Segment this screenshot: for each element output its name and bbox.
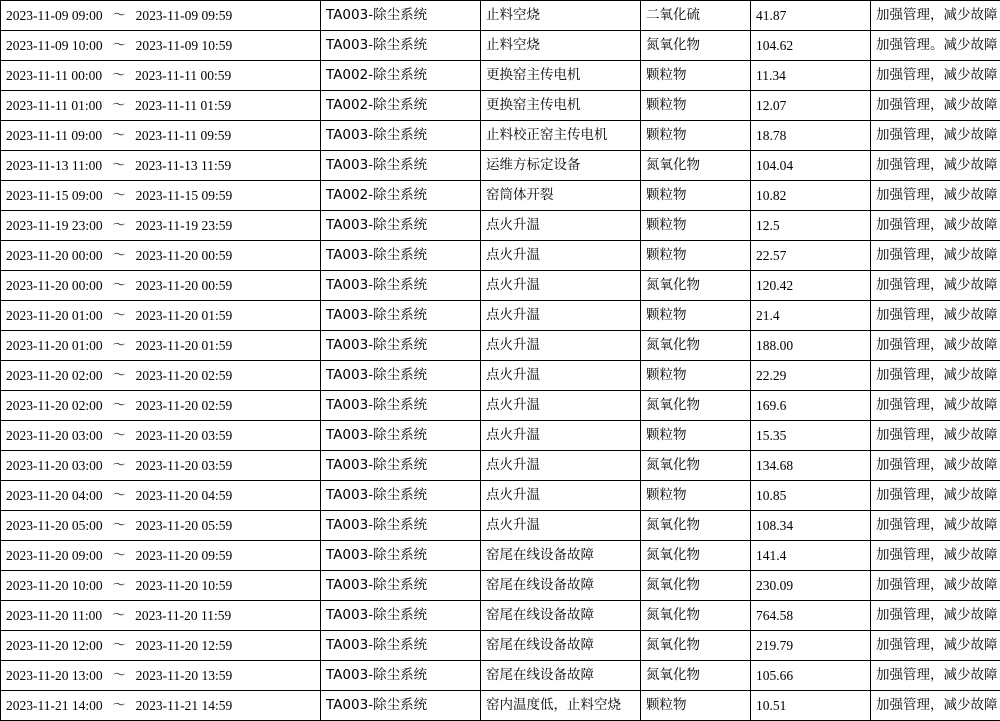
cell-value: 104.62 xyxy=(751,31,871,61)
table-row xyxy=(1,571,1000,601)
cell-period xyxy=(1,241,321,271)
period-separator: ～ xyxy=(113,331,126,360)
cell-cause: 点火升温 xyxy=(481,211,641,241)
cell-value: 12.5 xyxy=(751,211,871,241)
period-separator: ～ xyxy=(113,511,126,540)
cell-system: TA003-除尘系统 xyxy=(321,211,481,241)
cell-period xyxy=(1,631,321,661)
cell-period xyxy=(1,661,321,691)
table-row xyxy=(1,1,1000,31)
table-row xyxy=(1,511,1000,541)
period-separator: ～ xyxy=(112,151,125,180)
cell-value: 169.6 xyxy=(751,391,871,421)
cell-system: TA003-除尘系统 xyxy=(321,481,481,511)
period-start: 2023-11-20 02:00 xyxy=(6,391,103,420)
cell-period xyxy=(1,511,321,541)
period-end: 2023-11-09 09:59 xyxy=(136,1,233,30)
table-body xyxy=(1,1,1000,721)
period-separator: ～ xyxy=(113,391,126,420)
table-row xyxy=(1,481,1000,511)
period-end: 2023-11-20 11:59 xyxy=(135,601,231,630)
table-row xyxy=(1,211,1000,241)
cell-cause: 窑尾在线设备故障 xyxy=(481,631,641,661)
period-end: 2023-11-20 00:59 xyxy=(136,271,233,300)
cell-pollutant: 颗粒物 xyxy=(641,241,751,271)
cell-value: 104.04 xyxy=(751,151,871,181)
cell-value: 22.57 xyxy=(751,241,871,271)
cell-pollutant: 颗粒物 xyxy=(641,121,751,151)
period-separator: ～ xyxy=(113,361,126,390)
cell-system: TA002-除尘系统 xyxy=(321,61,481,91)
period-end: 2023-11-20 03:59 xyxy=(136,421,233,450)
cell-system: TA003-除尘系统 xyxy=(321,661,481,691)
cell-measure: 加强管理，减少故障 xyxy=(871,421,1000,451)
cell-cause: 窑筒体开裂 xyxy=(481,181,641,211)
cell-period xyxy=(1,1,321,31)
cell-system: TA003-除尘系统 xyxy=(321,541,481,571)
cell-pollutant: 氮氧化物 xyxy=(641,541,751,571)
cell-pollutant: 颗粒物 xyxy=(641,211,751,241)
cell-pollutant: 氮氧化物 xyxy=(641,271,751,301)
cell-system: TA003-除尘系统 xyxy=(321,391,481,421)
cell-cause: 点火升温 xyxy=(481,421,641,451)
cell-value: 120.42 xyxy=(751,271,871,301)
cell-measure: 加强管理，减少故障 xyxy=(871,271,1000,301)
cell-measure: 加强管理，减少故障 xyxy=(871,301,1000,331)
period-separator: ～ xyxy=(113,1,126,30)
cell-system: TA003-除尘系统 xyxy=(321,421,481,451)
period-start: 2023-11-13 11:00 xyxy=(6,151,102,180)
period-end: 2023-11-09 10:59 xyxy=(136,31,233,60)
cell-pollutant: 氮氧化物 xyxy=(641,31,751,61)
cell-cause: 窑尾在线设备故障 xyxy=(481,541,641,571)
period-end: 2023-11-11 09:59 xyxy=(135,121,231,150)
cell-system: TA003-除尘系统 xyxy=(321,571,481,601)
period-start: 2023-11-20 09:00 xyxy=(6,541,103,570)
cell-cause: 点火升温 xyxy=(481,271,641,301)
period-separator: ～ xyxy=(113,571,126,600)
period-end: 2023-11-20 09:59 xyxy=(136,541,233,570)
cell-pollutant: 颗粒物 xyxy=(641,301,751,331)
cell-measure: 加强管理，减少故障 xyxy=(871,391,1000,421)
cell-value: 105.66 xyxy=(751,661,871,691)
period-start: 2023-11-11 01:00 xyxy=(6,91,102,120)
period-end: 2023-11-20 13:59 xyxy=(136,661,233,690)
cell-cause: 点火升温 xyxy=(481,331,641,361)
cell-period xyxy=(1,271,321,301)
period-start: 2023-11-20 13:00 xyxy=(6,661,103,690)
period-end: 2023-11-20 01:59 xyxy=(136,331,233,360)
period-separator: ～ xyxy=(113,211,126,240)
table-row xyxy=(1,391,1000,421)
cell-pollutant: 氮氧化物 xyxy=(641,451,751,481)
period-start: 2023-11-21 14:00 xyxy=(6,691,103,720)
period-end: 2023-11-20 03:59 xyxy=(136,451,233,480)
period-end: 2023-11-20 00:59 xyxy=(136,241,233,270)
cell-cause: 止料校正窑主传电机 xyxy=(481,121,641,151)
period-separator: ～ xyxy=(113,421,126,450)
cell-system: TA003-除尘系统 xyxy=(321,121,481,151)
cell-cause: 运维方标定设备 xyxy=(481,151,641,181)
period-separator: ～ xyxy=(112,601,125,630)
cell-period xyxy=(1,31,321,61)
cell-measure: 加强管理，减少故障 xyxy=(871,1,1000,31)
cell-cause: 窑尾在线设备故障 xyxy=(481,571,641,601)
cell-period xyxy=(1,571,321,601)
cell-measure: 加强管理，减少故障 xyxy=(871,331,1000,361)
table-row xyxy=(1,151,1000,181)
period-start: 2023-11-15 09:00 xyxy=(6,181,103,210)
cell-measure: 加强管理，减少故障 xyxy=(871,121,1000,151)
period-end: 2023-11-19 23:59 xyxy=(136,211,233,240)
cell-measure: 加强管理。减少故障 xyxy=(871,31,1000,61)
period-start: 2023-11-20 10:00 xyxy=(6,571,103,600)
cell-value: 21.4 xyxy=(751,301,871,331)
cell-pollutant: 二氧化硫 xyxy=(641,1,751,31)
period-separator: ～ xyxy=(113,631,126,660)
cell-pollutant: 颗粒物 xyxy=(641,61,751,91)
cell-measure: 加强管理，减少故障 xyxy=(871,91,1000,121)
cell-period xyxy=(1,601,321,631)
period-separator: ～ xyxy=(112,61,125,90)
cell-pollutant: 颗粒物 xyxy=(641,91,751,121)
period-start: 2023-11-20 04:00 xyxy=(6,481,103,510)
period-separator: ～ xyxy=(113,541,126,570)
period-separator: ～ xyxy=(113,451,126,480)
cell-pollutant: 氮氧化物 xyxy=(641,331,751,361)
cell-cause: 点火升温 xyxy=(481,301,641,331)
cell-cause: 窑内温度低，止料空烧 xyxy=(481,691,641,721)
cell-measure: 加强管理，减少故障 xyxy=(871,361,1000,391)
period-end: 2023-11-11 00:59 xyxy=(135,61,231,90)
cell-pollutant: 颗粒物 xyxy=(641,421,751,451)
cell-value: 10.82 xyxy=(751,181,871,211)
cell-system: TA003-除尘系统 xyxy=(321,1,481,31)
cell-cause: 更换窑主传电机 xyxy=(481,91,641,121)
table-row xyxy=(1,421,1000,451)
cell-value: 230.09 xyxy=(751,571,871,601)
period-separator: ～ xyxy=(112,121,125,150)
period-end: 2023-11-20 02:59 xyxy=(136,361,233,390)
period-start: 2023-11-20 01:00 xyxy=(6,331,103,360)
cell-value: 10.51 xyxy=(751,691,871,721)
cell-pollutant: 颗粒物 xyxy=(641,181,751,211)
period-start: 2023-11-20 03:00 xyxy=(6,451,103,480)
period-start: 2023-11-20 12:00 xyxy=(6,631,103,660)
cell-measure: 加强管理，减少故障 xyxy=(871,691,1000,721)
cell-measure: 加强管理，减少故障 xyxy=(871,241,1000,271)
table-row xyxy=(1,451,1000,481)
cell-cause: 点火升温 xyxy=(481,511,641,541)
cell-cause: 窑尾在线设备故障 xyxy=(481,601,641,631)
cell-value: 134.68 xyxy=(751,451,871,481)
cell-system: TA003-除尘系统 xyxy=(321,331,481,361)
period-separator: ～ xyxy=(113,691,126,720)
cell-value: 219.79 xyxy=(751,631,871,661)
cell-system: TA002-除尘系统 xyxy=(321,181,481,211)
cell-system: TA003-除尘系统 xyxy=(321,151,481,181)
cell-period xyxy=(1,361,321,391)
period-start: 2023-11-20 00:00 xyxy=(6,271,103,300)
table-row xyxy=(1,241,1000,271)
cell-cause: 更换窑主传电机 xyxy=(481,61,641,91)
period-start: 2023-11-09 10:00 xyxy=(6,31,103,60)
cell-value: 10.85 xyxy=(751,481,871,511)
cell-system: TA003-除尘系统 xyxy=(321,241,481,271)
cell-value: 764.58 xyxy=(751,601,871,631)
cell-measure: 加强管理，减少故障 xyxy=(871,181,1000,211)
period-end: 2023-11-21 14:59 xyxy=(136,691,233,720)
period-end: 2023-11-20 10:59 xyxy=(136,571,233,600)
cell-cause: 止料空烧 xyxy=(481,1,641,31)
period-end: 2023-11-11 01:59 xyxy=(135,91,231,120)
period-end: 2023-11-13 11:59 xyxy=(135,151,231,180)
cell-pollutant: 氮氧化物 xyxy=(641,601,751,631)
period-end: 2023-11-20 12:59 xyxy=(136,631,233,660)
period-separator: ～ xyxy=(113,31,126,60)
cell-system: TA003-除尘系统 xyxy=(321,271,481,301)
cell-period xyxy=(1,391,321,421)
cell-pollutant: 氮氧化物 xyxy=(641,631,751,661)
period-start: 2023-11-09 09:00 xyxy=(6,1,103,30)
cell-pollutant: 氮氧化物 xyxy=(641,571,751,601)
cell-measure: 加强管理，减少故障 xyxy=(871,631,1000,661)
cell-system: TA002-除尘系统 xyxy=(321,91,481,121)
cell-period xyxy=(1,451,321,481)
cell-measure: 加强管理，减少故障 xyxy=(871,571,1000,601)
table-row xyxy=(1,31,1000,61)
table-row xyxy=(1,91,1000,121)
cell-period xyxy=(1,121,321,151)
cell-system: TA003-除尘系统 xyxy=(321,361,481,391)
cell-measure: 加强管理，减少故障 xyxy=(871,541,1000,571)
cell-value: 15.35 xyxy=(751,421,871,451)
period-start: 2023-11-20 02:00 xyxy=(6,361,103,390)
cell-period xyxy=(1,151,321,181)
period-end: 2023-11-20 05:59 xyxy=(136,511,233,540)
period-start: 2023-11-19 23:00 xyxy=(6,211,103,240)
cell-period xyxy=(1,331,321,361)
period-start: 2023-11-11 00:00 xyxy=(6,61,102,90)
cell-value: 41.87 xyxy=(751,1,871,31)
cell-measure: 加强管理，减少故障 xyxy=(871,211,1000,241)
cell-system: TA003-除尘系统 xyxy=(321,451,481,481)
table-row xyxy=(1,61,1000,91)
cell-period xyxy=(1,691,321,721)
period-separator: ～ xyxy=(113,481,126,510)
period-start: 2023-11-20 03:00 xyxy=(6,421,103,450)
cell-value: 18.78 xyxy=(751,121,871,151)
cell-system: TA003-除尘系统 xyxy=(321,691,481,721)
period-separator: ～ xyxy=(113,181,126,210)
cell-measure: 加强管理，减少故障 xyxy=(871,601,1000,631)
cell-pollutant: 氮氧化物 xyxy=(641,511,751,541)
cell-system: TA003-除尘系统 xyxy=(321,301,481,331)
table-row xyxy=(1,631,1000,661)
cell-cause: 点火升温 xyxy=(481,241,641,271)
cell-pollutant: 颗粒物 xyxy=(641,481,751,511)
cell-measure: 加强管理，减少故障 xyxy=(871,661,1000,691)
period-end: 2023-11-20 04:59 xyxy=(136,481,233,510)
cell-system: TA003-除尘系统 xyxy=(321,511,481,541)
period-start: 2023-11-11 09:00 xyxy=(6,121,102,150)
cell-value: 141.4 xyxy=(751,541,871,571)
table-row xyxy=(1,181,1000,211)
table-row xyxy=(1,121,1000,151)
period-separator: ～ xyxy=(113,271,126,300)
cell-measure: 加强管理，减少故障 xyxy=(871,151,1000,181)
cell-cause: 点火升温 xyxy=(481,451,641,481)
period-end: 2023-11-20 02:59 xyxy=(136,391,233,420)
cell-cause: 止料空烧 xyxy=(481,31,641,61)
cell-value: 188.00 xyxy=(751,331,871,361)
cell-measure: 加强管理，减少故障 xyxy=(871,481,1000,511)
cell-pollutant: 氮氧化物 xyxy=(641,151,751,181)
cell-cause: 点火升温 xyxy=(481,391,641,421)
cell-cause: 窑尾在线设备故障 xyxy=(481,661,641,691)
cell-system: TA003-除尘系统 xyxy=(321,31,481,61)
table-row xyxy=(1,331,1000,361)
cell-period xyxy=(1,61,321,91)
cell-pollutant: 氮氧化物 xyxy=(641,661,751,691)
cell-value: 22.29 xyxy=(751,361,871,391)
cell-period xyxy=(1,421,321,451)
period-start: 2023-11-20 01:00 xyxy=(6,301,103,330)
table-row xyxy=(1,691,1000,721)
period-separator: ～ xyxy=(113,241,126,270)
table-row xyxy=(1,541,1000,571)
period-separator: ～ xyxy=(113,661,126,690)
table-row xyxy=(1,361,1000,391)
cell-cause: 点火升温 xyxy=(481,361,641,391)
cell-measure: 加强管理，减少故障 xyxy=(871,61,1000,91)
period-separator: ～ xyxy=(113,301,126,330)
period-start: 2023-11-20 11:00 xyxy=(6,601,102,630)
cell-pollutant: 颗粒物 xyxy=(641,691,751,721)
cell-pollutant: 颗粒物 xyxy=(641,361,751,391)
cell-system: TA003-除尘系统 xyxy=(321,631,481,661)
table-row xyxy=(1,601,1000,631)
cell-system: TA003-除尘系统 xyxy=(321,601,481,631)
cell-value: 108.34 xyxy=(751,511,871,541)
table-row xyxy=(1,301,1000,331)
period-separator: ～ xyxy=(112,91,125,120)
period-end: 2023-11-20 01:59 xyxy=(136,301,233,330)
cell-value: 12.07 xyxy=(751,91,871,121)
cell-period xyxy=(1,91,321,121)
table-row xyxy=(1,661,1000,691)
cell-period xyxy=(1,301,321,331)
cell-period xyxy=(1,541,321,571)
cell-pollutant: 氮氧化物 xyxy=(641,391,751,421)
table-row xyxy=(1,271,1000,301)
cell-measure: 加强管理，减少故障 xyxy=(871,451,1000,481)
cell-cause: 点火升温 xyxy=(481,481,641,511)
cell-measure: 加强管理，减少故障 xyxy=(871,511,1000,541)
cell-period xyxy=(1,181,321,211)
period-end: 2023-11-15 09:59 xyxy=(136,181,233,210)
period-start: 2023-11-20 00:00 xyxy=(6,241,103,270)
cell-period xyxy=(1,481,321,511)
cell-period xyxy=(1,211,321,241)
cell-value: 11.34 xyxy=(751,61,871,91)
period-start: 2023-11-20 05:00 xyxy=(6,511,103,540)
